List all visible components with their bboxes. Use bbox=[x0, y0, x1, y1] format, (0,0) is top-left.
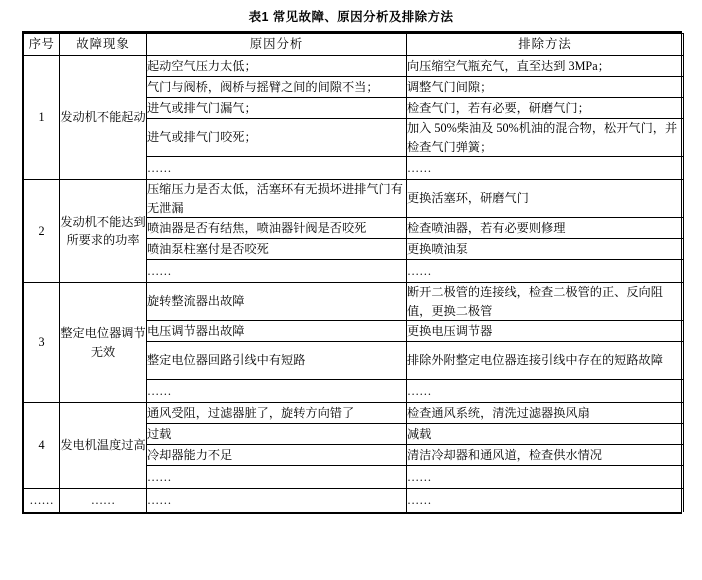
cell-symptom-ellipsis: …… bbox=[60, 489, 147, 512]
cell-symptom: 发动机不能起动 bbox=[60, 56, 147, 180]
cell-index: 2 bbox=[24, 180, 60, 283]
column-header-symptom: 故障现象 bbox=[60, 34, 147, 56]
column-header-cause: 原因分析 bbox=[147, 34, 407, 56]
cell-cause: 气门与阀桥，阀桥与摇臂之间的间隙不当； bbox=[147, 77, 407, 98]
cell-cause-ellipsis: …… bbox=[147, 260, 407, 283]
cell-remedy: 断开二极管的连接线，检查二极管的正、反向阻值，更换二极管 bbox=[407, 283, 684, 321]
cell-index: 4 bbox=[24, 403, 60, 489]
cell-cause: 整定电位器回路引线中有短路 bbox=[147, 342, 407, 380]
cell-cause: 过载 bbox=[147, 424, 407, 445]
cell-cause: 喷油器是否有结焦，喷油器针阀是否咬死 bbox=[147, 218, 407, 239]
table-row bbox=[24, 56, 684, 77]
cell-cause: 旋转整流器出故障 bbox=[147, 283, 407, 321]
cell-remedy-ellipsis: …… bbox=[407, 157, 684, 180]
table-row bbox=[24, 403, 684, 424]
cell-symptom: 整定电位器调节无效 bbox=[60, 283, 147, 403]
cell-cause: 通风受阻，过滤器脏了，旋转方向错了 bbox=[147, 403, 407, 424]
cell-remedy: 调整气门间隙； bbox=[407, 77, 684, 98]
table-row-ellipsis bbox=[24, 489, 684, 512]
cell-cause: 冷却器能力不足 bbox=[147, 445, 407, 466]
cell-symptom: 发动机不能达到所要求的功率 bbox=[60, 180, 147, 283]
cell-cause-ellipsis: …… bbox=[147, 466, 407, 489]
cell-cause: 喷油泵柱塞付是否咬死 bbox=[147, 239, 407, 260]
cell-cause-ellipsis: …… bbox=[147, 157, 407, 180]
header-row bbox=[24, 34, 684, 56]
cell-cause: 电压调节器出故障 bbox=[147, 321, 407, 342]
cell-remedy: 清洁冷却器和通风道，检查供水情况 bbox=[407, 445, 684, 466]
cell-cause: 进气或排气门咬死； bbox=[147, 119, 407, 157]
cell-cause: 压缩压力是否太低，活塞环有无损坏进排气门有无泄漏 bbox=[147, 180, 407, 218]
fault-diagnosis-table bbox=[23, 33, 684, 512]
cell-remedy: 向压缩空气瓶充气，直至达到 3MPa； bbox=[407, 56, 684, 77]
column-header-remedy: 排除方法 bbox=[407, 34, 684, 56]
cell-remedy: 加入 50%柴油及 50%机油的混合物，松开气门，并检查气门弹簧； bbox=[407, 119, 684, 157]
fault-table-container bbox=[22, 31, 682, 514]
cell-remedy: 检查气门，若有必要，研磨气门； bbox=[407, 98, 684, 119]
table-row bbox=[24, 180, 684, 218]
cell-cause: 起动空气压力太低； bbox=[147, 56, 407, 77]
table-header bbox=[24, 34, 684, 56]
cell-remedy: 检查通风系统，清洗过滤器换风扇 bbox=[407, 403, 684, 424]
cell-index: 3 bbox=[24, 283, 60, 403]
cell-cause-ellipsis: …… bbox=[147, 489, 407, 512]
cell-remedy: 排除外附整定电位器连接引线中存在的短路故障 bbox=[407, 342, 684, 380]
cell-cause: 进气或排气门漏气； bbox=[147, 98, 407, 119]
cell-remedy-ellipsis: …… bbox=[407, 489, 684, 512]
cell-index: 1 bbox=[24, 56, 60, 180]
column-header-no: 序号 bbox=[24, 34, 60, 56]
cell-cause-ellipsis: …… bbox=[147, 380, 407, 403]
cell-remedy-ellipsis: …… bbox=[407, 466, 684, 489]
cell-remedy: 检查喷油器，若有必要则修理 bbox=[407, 218, 684, 239]
table-body bbox=[24, 56, 684, 512]
table-row bbox=[24, 283, 684, 321]
cell-remedy: 减载 bbox=[407, 424, 684, 445]
cell-symptom: 发电机温度过高 bbox=[60, 403, 147, 489]
table-caption: 表1 常见故障、原因分析及排除方法 bbox=[248, 10, 454, 24]
cell-remedy: 更换活塞环，研磨气门 bbox=[407, 180, 684, 218]
cell-remedy: 更换喷油泵 bbox=[407, 239, 684, 260]
cell-index-ellipsis: …… bbox=[24, 489, 60, 512]
cell-remedy-ellipsis: …… bbox=[407, 260, 684, 283]
cell-remedy: 更换电压调节器 bbox=[407, 321, 684, 342]
cell-remedy-ellipsis: …… bbox=[407, 380, 684, 403]
